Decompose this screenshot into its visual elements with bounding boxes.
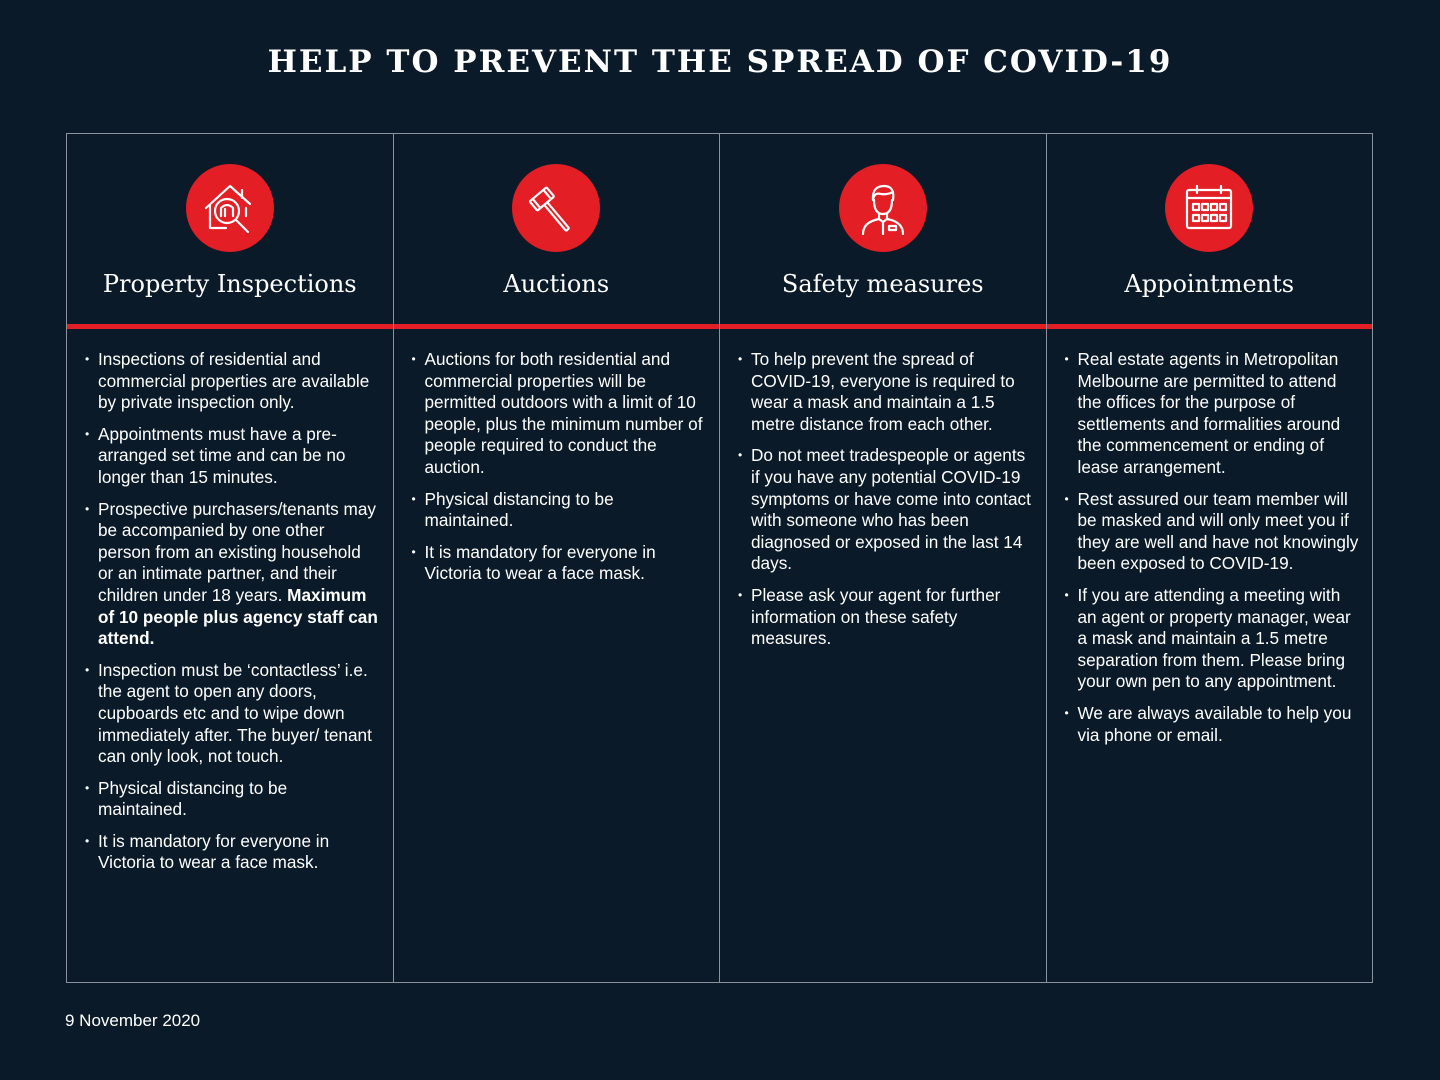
column-property-inspections [67, 134, 394, 982]
column-header [1047, 134, 1373, 329]
list-item: • Inspection must be ‘contactless’ i.e. the agent to open any doors, cupboards etc and to wipe down immediately after. The buyer/ tenant can only look, not touch. [85, 660, 381, 768]
bullet-list [738, 349, 1034, 650]
house-search-icon [186, 164, 274, 252]
bold-emphasis: Maximum of 10 people plus agency staff can attend. [98, 584, 378, 649]
column-safety-measures [720, 134, 1047, 982]
calendar-icon [1165, 164, 1253, 252]
list-item: • Do not meet tradespeople or agents if you have any potential COVID-19 symptoms or have come into contact with someone who has been diagnosed or exposed in the last 14 days. [738, 445, 1034, 575]
list-item: • If you are attending a meeting with an agent or property manager, wear a mask and maintain a 1.5 metre separation from them. Please bring your own pen to any appointment. [1065, 585, 1361, 693]
list-item: • It is mandatory for everyone in Victoria to wear a face mask. [412, 542, 708, 585]
column-header [720, 134, 1046, 329]
column-appointments [1047, 134, 1373, 982]
list-item: • Appointments must have a pre-arranged set time and can be no longer than 15 minutes. [85, 424, 381, 489]
bullet-list [85, 349, 381, 874]
info-grid [66, 133, 1373, 983]
list-item: • Real estate agents in Metropolitan Melbourne are permitted to attend the offices for the purpose of settlements and formalities around the commencement or ending of lease arrangement. [1065, 349, 1361, 479]
list-item: • Physical distancing to be maintained. [412, 489, 708, 532]
list-item: • Auctions for both residential and commercial properties will be permitted outdoors with a limit of 10 people, plus the minimum number of people required to conduct the auction. [412, 349, 708, 479]
column-header [67, 134, 393, 329]
bullet-list [1065, 349, 1361, 746]
list-item: • Prospective purchasers/tenants may be accompanied by one other person from an existing household or an intimate partner, and their children under 18 years. Maximum of 10 people plus agency staff can attend. [85, 499, 381, 650]
list-item: • Rest assured our team member will be masked and will only meet you if they are well and have not knowingly been exposed to COVID-19. [1065, 489, 1361, 575]
column-heading: Safety measures [781, 270, 984, 298]
list-item: • Please ask your agent for further information on these safety measures. [738, 585, 1034, 650]
column-heading: Appointments [1124, 270, 1295, 298]
list-item: • Inspections of residential and commercial properties are available by private inspection only. [85, 349, 381, 414]
column-heading: Property Inspections [102, 270, 357, 298]
person-icon [839, 164, 927, 252]
bullet-list [412, 349, 708, 585]
column-auctions [394, 134, 721, 982]
list-item: • To help prevent the spread of COVID-19, everyone is required to wear a mask and maintain a 1.5 metre distance from each other. [738, 349, 1034, 435]
footer-date: 9 November 2020 [65, 1011, 201, 1030]
list-item: • It is mandatory for everyone in Victoria to wear a face mask. [85, 831, 381, 874]
list-item: • We are always available to help you via phone or email. [1065, 703, 1361, 746]
column-heading: Auctions [503, 270, 610, 298]
page-title: HELP TO PREVENT THE SPREAD OF COVID-19 [267, 44, 1173, 80]
gavel-icon [512, 164, 600, 252]
list-item: • Physical distancing to be maintained. [85, 778, 381, 821]
column-header [394, 134, 720, 329]
